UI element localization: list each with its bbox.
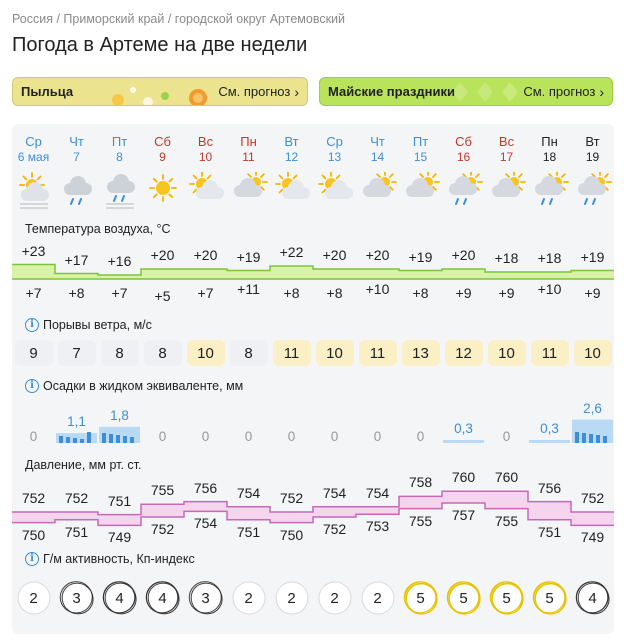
kp-index-badge: [317, 580, 353, 616]
precip-intensity-bar: [59, 436, 63, 443]
precip-intensity-bar: [575, 432, 579, 443]
day-name: Сб: [455, 134, 472, 149]
kp-index-badge: [274, 580, 310, 616]
temperature-min-value: +8: [326, 285, 343, 301]
day-date: 15: [413, 150, 428, 164]
kp-label-text: Г/м активность, Кп-индекс: [43, 552, 195, 566]
breadcrumb-district[interactable]: городской округ Артемовский: [174, 12, 346, 26]
pressure-max-value: 756: [193, 479, 218, 496]
day-date: 8: [116, 150, 123, 164]
wind-gust-value: 7: [58, 340, 96, 366]
precip-value: 0,3: [454, 421, 473, 436]
pressure-max-value: 752: [580, 490, 605, 506]
temperature-max-value: +23: [21, 242, 46, 259]
pressure-max-value: 760: [451, 469, 476, 486]
breadcrumb-country[interactable]: Россия: [12, 12, 53, 26]
precip-value: 0: [201, 429, 210, 444]
pollen-banner-title: Пыльца: [21, 84, 74, 99]
wind-gust-value: 11: [359, 340, 397, 366]
kp-index-value: 4: [158, 589, 167, 607]
kp-index-badge: [16, 580, 52, 616]
temperature-min-value: +7: [111, 285, 128, 301]
precip-intensity-bar: [102, 433, 106, 443]
temperature-min-value: +5: [154, 288, 171, 304]
precip-intensity-bar: [73, 438, 77, 443]
wind-gust-value: 10: [574, 340, 612, 366]
precip-intensity-bar: [589, 434, 593, 443]
temperature-min-value: +7: [25, 285, 42, 301]
breadcrumb-region[interactable]: Приморский край: [63, 12, 165, 26]
precip-value: 1,1: [67, 414, 86, 430]
pressure-min-value: 749: [580, 529, 605, 546]
kp-index-badge: [188, 580, 224, 616]
temperature-label-text: Температура воздуха, °C: [25, 222, 171, 236]
temperature-max-value: +20: [193, 247, 218, 263]
pollen-forecast-link[interactable]: [218, 84, 299, 99]
wind-gust-value: 10: [187, 340, 225, 366]
kp-index-badge: [231, 580, 267, 616]
pressure-max-value: 755: [150, 482, 175, 499]
precip-value: 0: [29, 429, 38, 444]
pressure-max-value: 752: [64, 490, 89, 506]
day-date: 11: [242, 150, 255, 164]
temperature-min-value: +7: [197, 285, 214, 301]
kp-index-value: 4: [588, 589, 597, 607]
kp-index-badge: [532, 580, 568, 616]
pressure-min-value: 751: [236, 523, 261, 540]
pressure-min-value: 750: [279, 526, 304, 543]
pressure-max-value: 754: [365, 484, 390, 501]
wind-gust-value: 10: [488, 340, 526, 366]
precip-value: 0: [373, 429, 382, 444]
precip-label-text: Осадки в жидком эквиваленте, мм: [43, 379, 244, 393]
kp-index-value: 3: [201, 589, 210, 607]
day-name: Вс: [498, 134, 515, 149]
precip-value: 0: [416, 429, 425, 444]
pressure-max-value: 754: [322, 484, 347, 501]
kp-index-badge: [446, 580, 482, 616]
may-forecast-link-text: См. прогноз: [523, 84, 596, 99]
pressure-min-value: 751: [64, 523, 89, 540]
temperature-min-value: +9: [584, 285, 601, 301]
wind-gust-value: 8: [230, 340, 268, 366]
breadcrumb-separator: /: [164, 12, 175, 26]
temperature-min-value: +8: [412, 285, 429, 301]
day-date: 17: [499, 150, 514, 164]
kp-index-badge: [102, 580, 138, 616]
pollen-forecast-link-text: См. прогноз: [218, 84, 291, 99]
may-holidays-banner[interactable]: [319, 77, 613, 106]
day-date: 16: [456, 150, 471, 164]
temperature-max-value: +19: [236, 248, 261, 265]
pressure-label-text: Давление, мм рт. ст.: [25, 458, 142, 472]
precip-bar: [443, 440, 484, 443]
wind-gust-value: 8: [101, 340, 139, 366]
temperature-max-value: +20: [150, 247, 175, 263]
pressure-min-value: 754: [193, 515, 218, 532]
precip-intensity-bar: [130, 437, 134, 443]
kp-index-value: 2: [244, 589, 253, 607]
day-name: Вс: [197, 134, 214, 149]
wind-label-text: Порывы ветра, м/с: [43, 318, 152, 332]
day-name: Чт: [69, 134, 84, 149]
may-banner-title: Майские праздники: [328, 84, 456, 99]
day-name: Сб: [154, 134, 171, 149]
day-name: Ср: [326, 134, 343, 149]
wind-gust-value: 10: [316, 340, 354, 366]
wind-gust-value: 11: [273, 340, 311, 366]
day-date: 7: [73, 150, 80, 164]
kp-index-badge: [360, 580, 396, 616]
precip-intensity-bar: [80, 439, 84, 443]
kp-index-value: 3: [72, 589, 81, 607]
kp-index-badge: [403, 580, 439, 616]
pressure-min-value: 752: [322, 521, 347, 537]
pressure-min-value: 755: [408, 512, 433, 529]
kp-index-badge: [59, 580, 95, 616]
temperature-max-value: +19: [408, 248, 433, 265]
pressure-min-value: 752: [150, 521, 175, 537]
kp-index-badge: [575, 580, 611, 616]
pressure-max-value: 754: [236, 484, 261, 501]
chevron-right-icon: ›: [599, 83, 604, 100]
wind-gust-value: 9: [15, 340, 53, 366]
day-date: 13: [327, 150, 342, 164]
kp-index-value: 2: [29, 589, 38, 607]
temperature-max-value: +22: [279, 244, 304, 260]
day-date: 19: [585, 150, 600, 164]
kp-index-value: 5: [459, 589, 468, 607]
precip-bar: [529, 440, 570, 443]
kp-index-value: 2: [330, 589, 339, 607]
temperature-max-value: +18: [537, 250, 562, 266]
day-date: 12: [284, 150, 299, 164]
temperature-max-value: +20: [451, 247, 476, 263]
pressure-min-value: 751: [537, 523, 562, 540]
wind-gust-value: 12: [445, 340, 483, 366]
info-icon[interactable]: i: [25, 552, 39, 566]
pressure-max-value: 758: [408, 474, 433, 491]
precip-intensity-bar: [596, 435, 600, 443]
day-name: Вт: [585, 134, 600, 149]
precip-value: 0: [502, 429, 511, 444]
precip-intensity-bar: [123, 436, 127, 443]
day-name: Пн: [240, 134, 257, 149]
temperature-min-value: +9: [455, 285, 472, 301]
day-date: 18: [542, 150, 557, 164]
pressure-max-value: 751: [107, 492, 132, 509]
day-name: Чт: [370, 134, 385, 149]
temperature-max-value: +20: [365, 247, 390, 263]
precip-intensity-bar: [603, 436, 607, 443]
pressure-max-value: 752: [279, 490, 304, 506]
precip-intensity-bar: [116, 435, 120, 443]
temperature-min-value: +8: [283, 285, 300, 301]
page-title: Погода в Артеме на две недели: [12, 34, 308, 56]
temperature-max-value: +16: [107, 253, 132, 269]
temperature-min-value: +10: [365, 281, 390, 297]
precip-intensity-bar: [582, 433, 586, 443]
day-date: 10: [198, 150, 213, 164]
precip-value: 2,6: [583, 400, 602, 416]
precip-value: 0,3: [540, 421, 559, 436]
temperature-max-value: +17: [64, 251, 89, 268]
precip-value: 0: [287, 429, 296, 444]
day-name: Пт: [111, 134, 128, 149]
precip-value: 0: [330, 429, 339, 444]
pressure-max-value: 760: [494, 469, 519, 486]
pressure-min-value: 749: [107, 529, 132, 546]
wind-gust-value: 8: [144, 340, 182, 366]
precip-intensity-bar: [109, 434, 113, 443]
day-name: Пт: [412, 134, 429, 149]
precip-intensity-bar: [87, 432, 91, 443]
temperature-min-value: +10: [537, 281, 562, 297]
day-date: 14: [370, 150, 385, 164]
pollen-banner[interactable]: [12, 77, 308, 106]
precip-value: 1,8: [110, 407, 129, 423]
kp-index-value: 5: [416, 589, 425, 607]
temperature-min-value: +8: [68, 285, 85, 301]
temperature-max-value: +20: [322, 247, 347, 263]
info-icon[interactable]: i: [25, 318, 39, 332]
pressure-min-value: 750: [21, 526, 46, 543]
kp-index-value: 5: [545, 589, 554, 607]
day-name: Вт: [284, 134, 299, 149]
pressure-min-value: 757: [451, 507, 476, 523]
temperature-min-value: +9: [498, 285, 515, 301]
info-icon[interactable]: i: [25, 379, 39, 393]
kp-index-value: 5: [502, 589, 511, 607]
temperature-max-value: +19: [580, 248, 605, 265]
breadcrumb-separator: /: [53, 12, 64, 26]
day-date: 6 мая: [17, 150, 50, 164]
temperature-min-value: +11: [237, 281, 260, 297]
pressure-max-value: 752: [21, 490, 46, 506]
temperature-max-value: +18: [494, 250, 519, 266]
day-date: 9: [159, 150, 166, 164]
precip-value: 0: [158, 429, 167, 444]
wind-gust-value: 11: [531, 340, 569, 366]
may-forecast-link[interactable]: [523, 84, 604, 99]
pressure-min-value: 755: [494, 512, 519, 529]
kp-index-value: 2: [287, 589, 296, 607]
kp-index-value: 2: [373, 589, 382, 607]
kp-index-badge: [145, 580, 181, 616]
precip-intensity-bar: [66, 437, 70, 443]
day-name: Пн: [541, 134, 558, 149]
pressure-min-value: 753: [365, 518, 390, 535]
chevron-right-icon: ›: [294, 83, 299, 100]
kp-index-badge: [489, 580, 525, 616]
day-name: Ср: [25, 134, 42, 149]
wind-gust-value: 13: [402, 340, 440, 366]
precip-value: 0: [244, 429, 253, 444]
pressure-max-value: 756: [537, 479, 562, 496]
kp-index-value: 4: [115, 589, 124, 607]
